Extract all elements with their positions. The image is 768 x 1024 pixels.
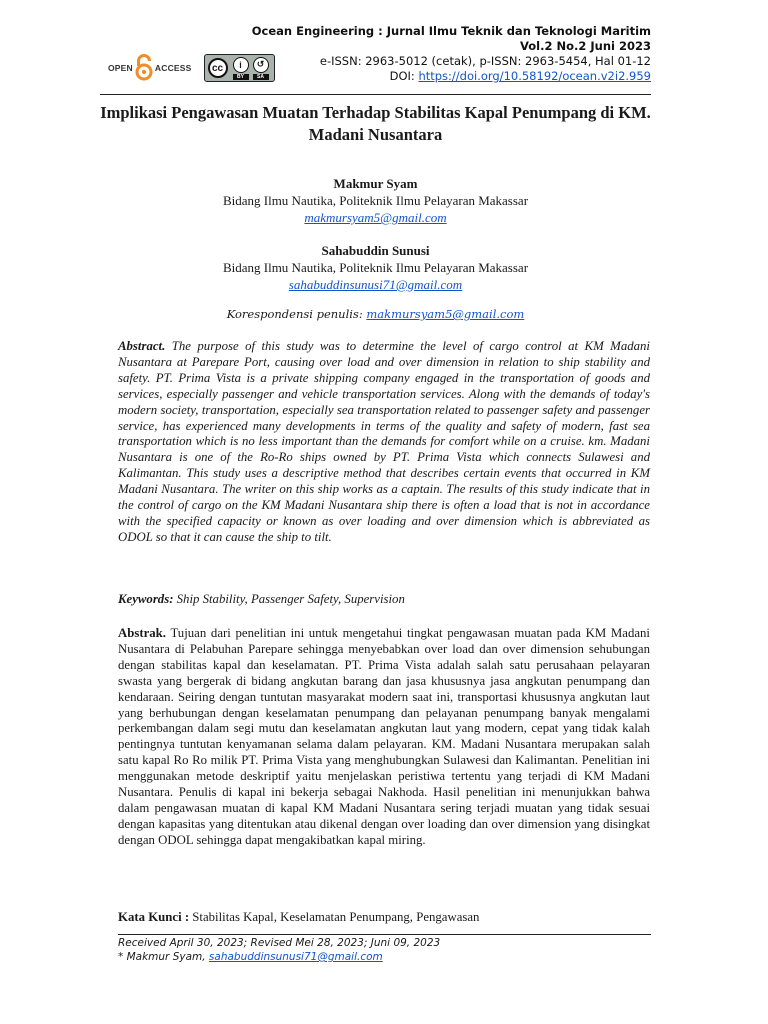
abstract-english-label: Abstract.	[118, 339, 166, 353]
keywords-indonesian-label: Kata Kunci :	[118, 910, 190, 924]
journal-doi	[252, 69, 651, 84]
author-email-link[interactable]: sahabuddinsunusi71@gmail.com	[288, 277, 463, 292]
footer-notes	[118, 936, 650, 964]
author-affiliation: Bidang Ilmu Nautika, Politeknik Ilmu Pelayaran Makassar	[222, 260, 529, 275]
journal-volume: Vol.2 No.2 Juni 2023	[520, 39, 651, 53]
author-name: Makmur Syam	[333, 176, 418, 191]
journal-issn: e-ISSN: 2963-5012 (cetak), p-ISSN: 2963-5454, Hal 01-12	[319, 54, 651, 68]
keywords-indonesian-text: Stabilitas Kapal, Keselamatan Penumpang, Pengawasan	[189, 910, 480, 924]
abstract-indonesian	[118, 626, 650, 849]
doi-label: DOI:	[389, 69, 419, 83]
keywords-indonesian	[118, 910, 650, 926]
abstract-indonesian-label: Abstrak.	[118, 626, 166, 640]
doi-link[interactable]: https://doi.org/10.58192/ocean.v2i2.959	[418, 69, 651, 83]
open-access-right-text: ACCESS	[154, 63, 192, 73]
corresponding-author-name: * Makmur Syam,	[118, 951, 209, 963]
abstract-indonesian-text: Tujuan dari penelitian ini untuk mengetahui tingkat pengawasan muatan pada KM Madani Nusantara di Pelabuhan Parepare sehingga menyebabkan over load dan over dimension sehubungan dengan stabilitas kapal dan keselamatan. PT. Prima Vista adalah salah satu perusahaan pelayaran swasta yang bergerak di bidang angkutan barang dan jasa khususnya jasa angkutan penumpang dan kendaraan. Seiring dengan tuntutan masyarakat modern saat ini, transportasi khususnya angkutan laut yang berhubungan dengan keselamatan penumpang dan pelayanan penumpang banyak mengalami perkembangan dalam segi mutu dan keselamatan angkutan laut yang modern, cepat yang tidak kalah pentingnya tuntutan kenyamanan selama dalam pelayaran. KM. Madani Nusantara merupakan salah satu kapal Ro Ro milik PT. Prima Vista yang menghubungkan Sulawesi dan Kalimantan. Penelitian ini menggunakan metode deskriptif yaitu menjelaskan peristiwa tertentu yang terjadi di KM Madani Nusantara. Penulis di kapal ini bekerja sebagai Nakhoda. Hasil penelitian ini menunjukkan bahwa dalam pengawasan muatan di kapal KM Madani Nusantara sering terjadi muatan yang tidak sesuai dengan kapasitas yang ditentukan atau dikenal dengan over loading dan over dimension yang disingkat dengan ODOL sehingga dapat mengakibatkan kapal miring.	[118, 626, 650, 847]
correspondence-email-link[interactable]: makmursyam5@gmail.com	[366, 307, 525, 321]
cc-by-icon: i BY	[233, 57, 249, 80]
header-divider	[100, 94, 651, 95]
keywords-english-label: Keywords:	[118, 592, 174, 606]
corresponding-author-email-link[interactable]: sahabuddinsunusi71@gmail.com	[208, 951, 383, 963]
journal-name: Ocean Engineering : Jurnal Ilmu Teknik dan Teknologi Maritim	[251, 24, 651, 38]
cc-by-label: BY	[233, 74, 249, 80]
author-block-1	[100, 175, 651, 226]
journal-info	[252, 24, 651, 84]
author-name: Sahabuddin Sunusi	[321, 243, 430, 258]
keywords-english-text: Ship Stability, Passenger Safety, Supervision	[173, 592, 405, 606]
cc-sa-icon: ↺ SA	[253, 57, 269, 80]
author-affiliation: Bidang Ilmu Nautika, Politeknik Ilmu Pelayaran Makassar	[222, 193, 529, 208]
corresponding-author-note	[118, 950, 650, 964]
correspondence-label: Korespondensi penulis:	[226, 307, 367, 321]
correspondence-line	[100, 307, 651, 321]
open-access-left-text: OPEN	[108, 63, 133, 73]
cc-icon: cc	[208, 58, 228, 78]
cc-sa-label: SA	[253, 74, 269, 80]
journal-header	[100, 24, 651, 92]
abstract-english	[118, 339, 650, 546]
received-dates: Received April 30, 2023; Revised Mei 28, 2023; Juni 09, 2023	[118, 937, 441, 949]
license-logos	[108, 54, 275, 82]
footer-divider	[118, 934, 651, 935]
author-block-2	[100, 242, 651, 293]
author-email-link[interactable]: makmursyam5@gmail.com	[304, 210, 447, 225]
open-access-logo	[108, 54, 192, 82]
keywords-english	[118, 592, 650, 608]
paper-title: Implikasi Pengawasan Muatan Terhadap Stabilitas Kapal Penumpang di KM. Madani Nusantara	[100, 103, 651, 144]
abstract-english-text: The purpose of this study was to determine the level of cargo control at KM Madani Nusantara at Parepare Port, causing over load and over dimension in relation to ship stability and safety. PT. Prima Vista is a private shipping company engaged in the transportation of goods and services, especially passenger and vehicle transportation services. Along with the demands of today's modern society, transportation, especially sea transportation related to passenger safety and passenger service, has experienced many developments in terms of the quality and safety of modern, fast sea transportation which is no less important than the demands for comfort while on a cruise. km. Madani Nusantara is one of the Ro-Ro ships owned by PT. Prima Vista which connects Sulawesi and Kalimantan. This study uses a descriptive method that describes certain events that occurred in KM Madani Nusantara. The writer on this ship works as a captain. The results of this study indicate that in the control of cargo on the KM Madani Nusantara ship there is often a load that is not in accordance with the specified capacity or known as over loading and over dimension which is abbreviated as ODOL so that it can cause the ship to tilt.	[118, 339, 650, 544]
open-access-lock-icon	[134, 54, 154, 82]
